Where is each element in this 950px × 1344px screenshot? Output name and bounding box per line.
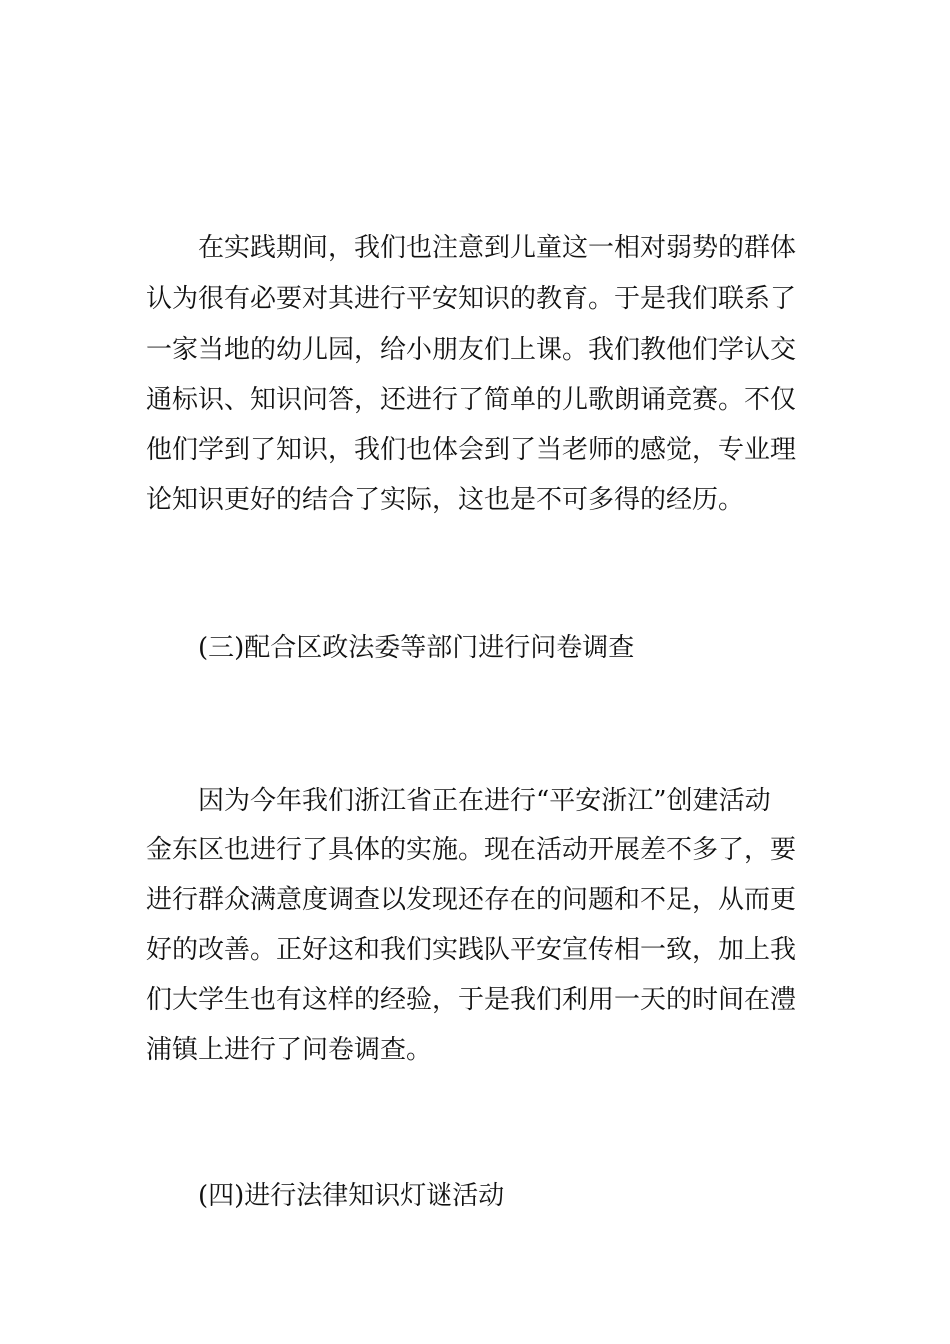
section-heading-3: (三)配合区政法委等部门进行问卷调查	[198, 633, 635, 663]
paragraph-line: 浦镇上进行了问卷调查。	[146, 1035, 433, 1065]
paragraph-line: 认为很有必要对其进行平安知识的教育。于是我们联系了	[146, 284, 797, 314]
paragraph-line: 好的改善。正好这和我们实践队平安宣传相一致，加上我	[146, 935, 797, 965]
paragraph-line: 们大学生也有这样的经验，于是我们利用一天的时间在澧	[146, 985, 797, 1015]
paragraph-line: 他们学到了知识，我们也体会到了当老师的感觉，专业理	[146, 435, 797, 465]
paragraph-line: 通标识、知识问答，还进行了简单的儿歌朗诵竞赛。不仅	[146, 385, 797, 415]
paragraph-line: 金东区也进行了具体的实施。现在活动开展差不多了，要	[146, 835, 797, 865]
paragraph-line: 因为今年我们浙江省正在进行“平安浙江”创建活动	[198, 786, 771, 816]
paragraph-line: 一家当地的幼儿园，给小朋友们上课。我们教他们学认交	[146, 335, 797, 365]
section-heading-4: (四)进行法律知识灯谜活动	[198, 1181, 505, 1211]
paragraph-line: 进行群众满意度调查以发现还存在的问题和不足，从而更	[146, 885, 797, 915]
paragraph-line: 论知识更好的结合了实际，这也是不可多得的经历。	[146, 485, 745, 515]
paragraph-line: 在实践期间，我们也注意到儿童这一相对弱势的群体	[198, 233, 797, 263]
